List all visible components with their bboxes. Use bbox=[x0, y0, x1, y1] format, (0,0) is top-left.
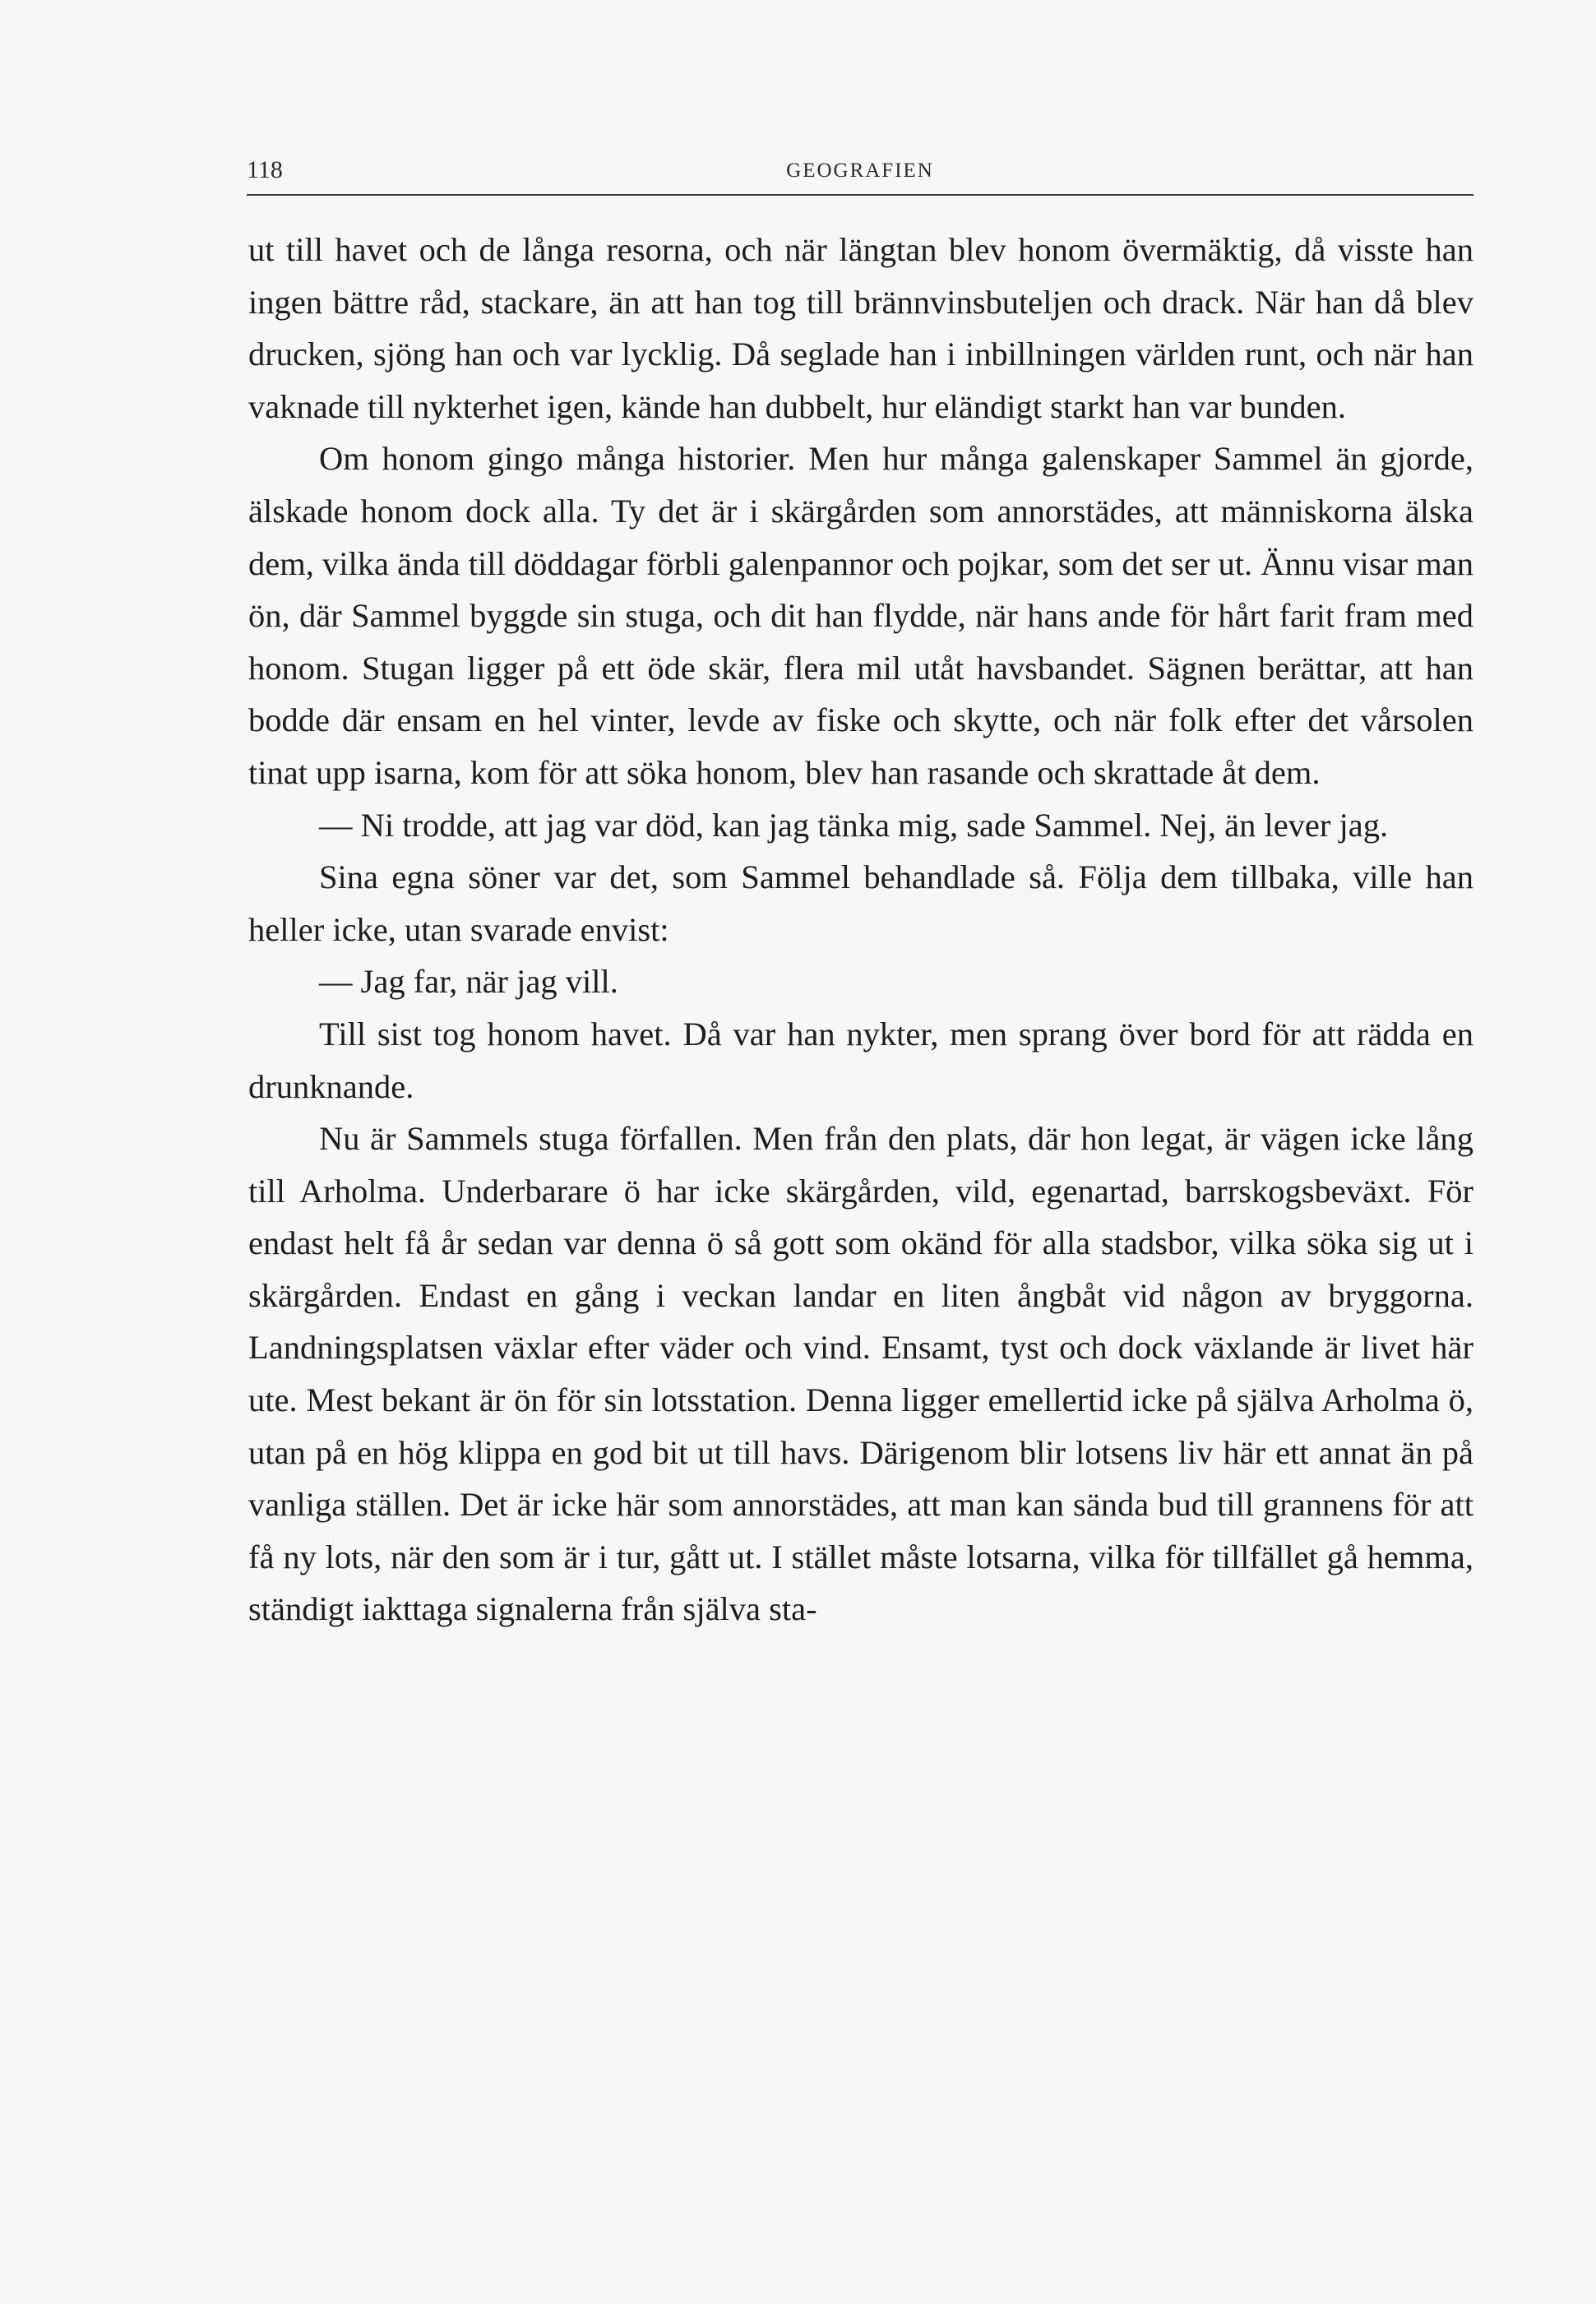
paragraph-7: Nu är Sammels stuga förfallen. Men från den plats, där hon legat, är vägen icke lång till Arholma. Underbarare ö har icke skärgården, vild, egenartad, barrskogsbeväxt. För endast helt få år sedan var denna ö så gott som okänd för alla stadsbor, vilka söka sig ut i skärgården. Endast en gång i veckan landar en liten ångbåt vid någon av bryggorna. Landningsplatsen växlar efter väder och vind. Ensamt, tyst och dock växlande är livet här ute. Mest bekant är ön för sin lotsstation. Denna ligger emellertid icke på själva Arholma ö, utan på en hög klippa en god bit ut till havs. Därigenom blir lotsens liv här ett annat än på vanliga ställen. Det är icke här som annorstädes, att man kan sända bud till grannens för att få ny lots, när den som är i tur, gått ut. I stället måste lotsarna, vilka för tillfället gå hemma, ständigt iakttaga signalerna från själva sta- bbox=[248, 1120, 1473, 1628]
paragraph-2: Om honom gingo många historier. Men hur många galenskaper Sammel än gjorde, älskade honom dock alla. Ty det är i skärgården som annorstädes, att människorna älska dem, vilka ända till döddagar förbli galenpannor och pojkar, som det ser ut. Ännu visar man ön, där Sammel byggde sin stuga, och dit han flydde, när hans ande för hårt farit fram med honom. Stugan ligger på ett öde skär, flera mil utåt havsbandet. Sägnen berättar, att han bodde där ensam en hel vinter, levde av fiske och skytte, och när folk efter det vårsolen tinat upp isarna, kom för att söka honom, blev han rasande och skrattade åt dem. bbox=[248, 440, 1473, 791]
paragraph-1: ut till havet och de långa resorna, och när längtan blev honom övermäktig, då visste han ingen bättre råd, stackare, än att han tog till brännvinsbuteljen och drack. När han då blev drucken, sjöng han och var lycklig. Då seglade han i inbillningen världen runt, och när han vaknade till nykterhet igen, kände han dubbelt, hur eländigt starkt han var bunden. bbox=[248, 231, 1473, 425]
paragraph-4: Sina egna söner var det, som Sammel behandlade så. Följa dem tillbaka, ville han heller icke, utan svarade envist: bbox=[248, 858, 1473, 948]
paragraph-5-dialogue: — Jag far, när jag vill. bbox=[319, 963, 618, 1001]
page-header bbox=[247, 148, 1473, 196]
running-head: GEOGRAFIEN bbox=[786, 160, 934, 182]
page-number: 118 bbox=[247, 156, 283, 183]
body-text bbox=[248, 224, 1473, 1635]
paragraph-3-dialogue: — Ni trodde, att jag var död, kan jag tänka mig, sade Sammel. Nej, än lever jag. bbox=[319, 806, 1389, 844]
paragraph-6: Till sist tog honom havet. Då var han nykter, men sprang över bord för att rädda en drunknande. bbox=[248, 1015, 1473, 1105]
